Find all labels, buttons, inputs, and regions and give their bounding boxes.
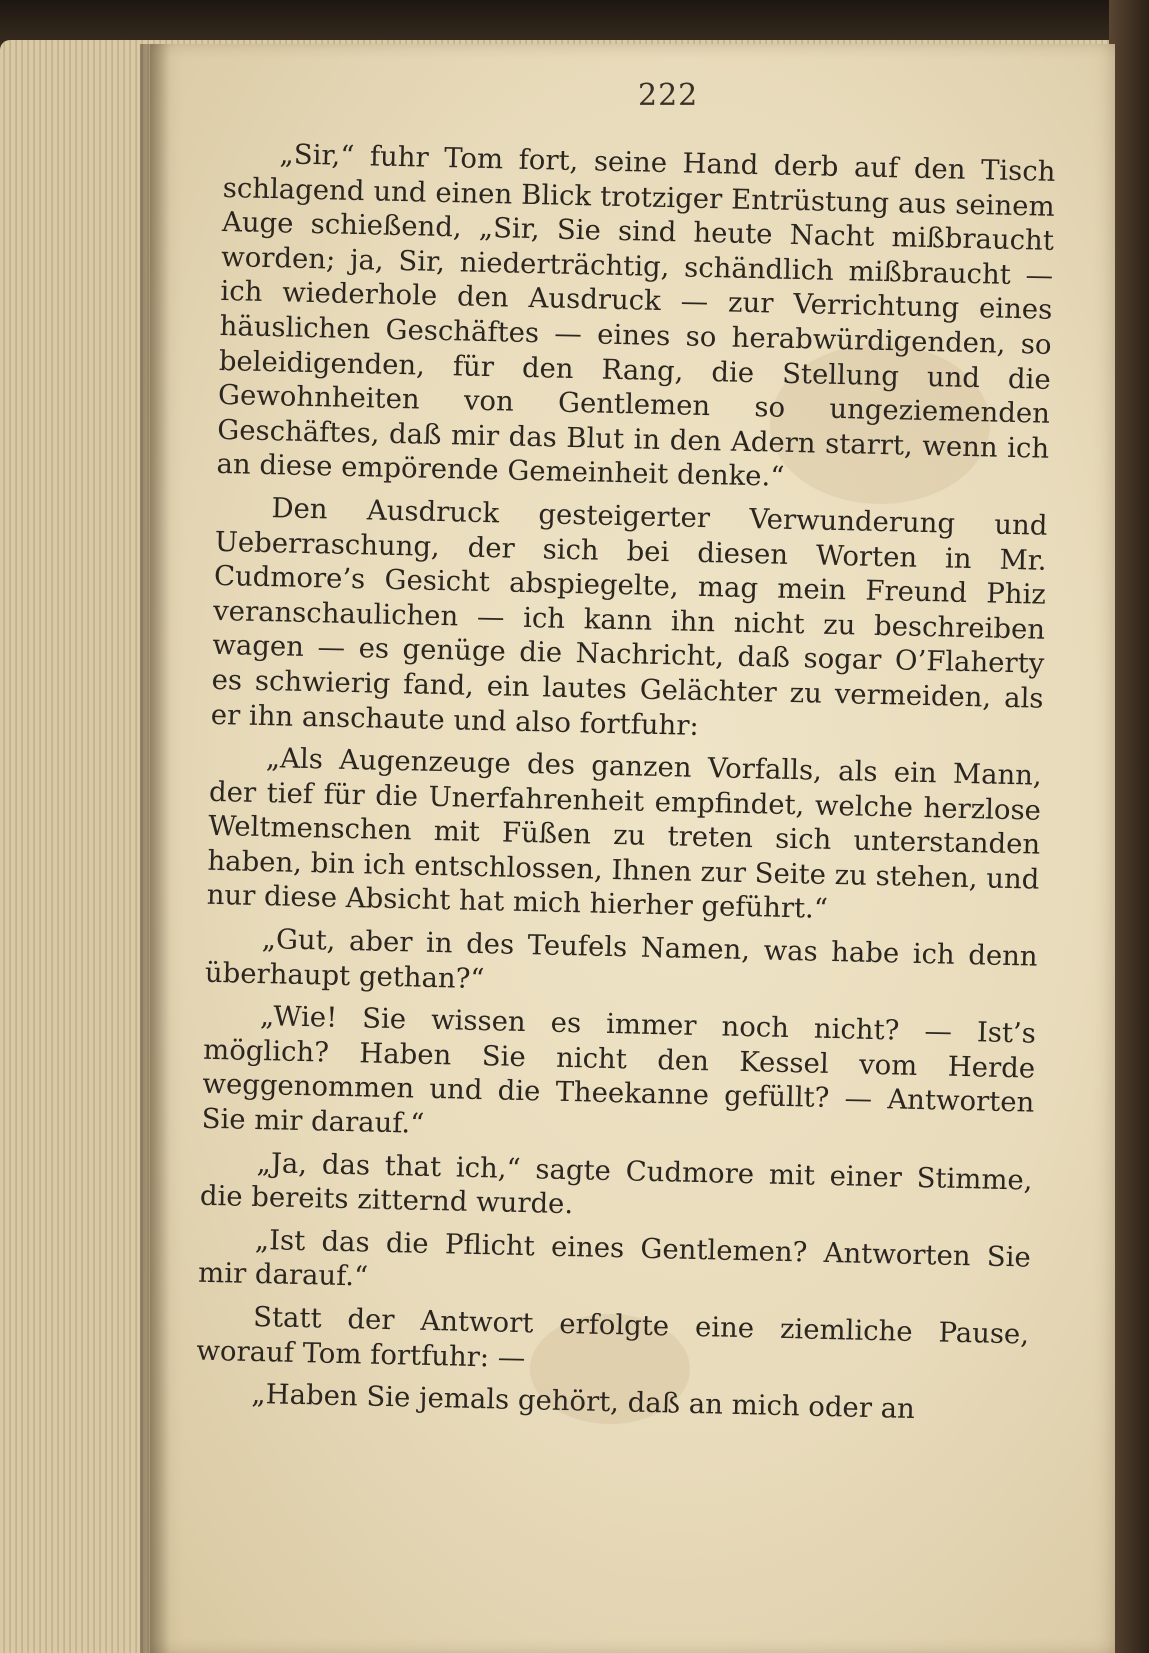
page-text [195, 136, 1056, 1429]
paragraph: „Ist das die Pflicht eines Gentlemen? Antworten Sie mir darauf.“ [197, 1223, 1032, 1293]
paragraph: „Als Augenzeuge des ganzen Vorfalls, als ein Mann, der tief für die Unerfahrenheit empfindet, welche herzlose Weltmenschen mit Füßen zu treten sich unterstanden haben, bin ich entschlossen, Ihnen zur Seite zu stehen, und nur diese Absicht hat mich hierher geführt.“ [206, 742, 1043, 926]
paragraph: „Ja, das that ich,“ sagte Cudmore mit einer Stimme, die bereits zitternd wurde. [199, 1146, 1033, 1221]
book-cover-right [1109, 0, 1149, 1653]
paragraph: „Sir,“ fuhr Tom fort, seine Hand derb auf den Tisch schlagend und einen Blick trotziger Entrüstung aus seinem Auge schießend, „Sir, Sie sind heute Nacht mißbraucht worden; ja, Sir, niederträchtig, schändlich mißbraucht — ich wiederhole den Ausdruck — zur Verrichtung eines häuslichen Geschäftes — eines so herabwürdigenden, so beleidigenden, für den Rang, die Stellung und die Gewohnheiten von Gentlemen so ungeziemenden Geschäftes, daß mir das Blut in den Adern starrt, wenn ich an diese empörende Gemeinheit denke.“ [216, 138, 1056, 494]
page-number: 222 [638, 78, 699, 113]
paragraph: „Wie! Sie wissen es immer noch nicht? — Ist’s möglich? Haben Sie nicht den Kessel vom Herde weggenommen und die Theekanne gefüllt? — Antworten Sie mir darauf.“ [201, 1000, 1037, 1140]
paragraph: Statt der Antwort erfolgte eine ziemliche Pause, worauf Tom fortfuhr: — [196, 1300, 1030, 1374]
paragraph: „Gut, aber in des Teufels Namen, was habe ich denn überhaupt gethan?“ [204, 923, 1038, 995]
paragraph: „Haben Sie jemals gehört, daß an mich oder an [251, 1378, 916, 1426]
paragraph: Den Ausdruck gesteigerter Verwunderung und Ueberraschung, der sich bei diesen Worten in Mr. Cudmore’s Gesicht abspiegelte, mag mein Freund Phiz veranschaulichen — ich kann ihn nicht zu beschreiben wagen — es genüge die Nachricht, daß sogar O’Flaherty es schwierig fand, ein lautes Gelächter zu vermeiden, als er ihn anschaute und also fortfuhr: [210, 492, 1048, 742]
gutter-shadow [140, 44, 170, 1653]
